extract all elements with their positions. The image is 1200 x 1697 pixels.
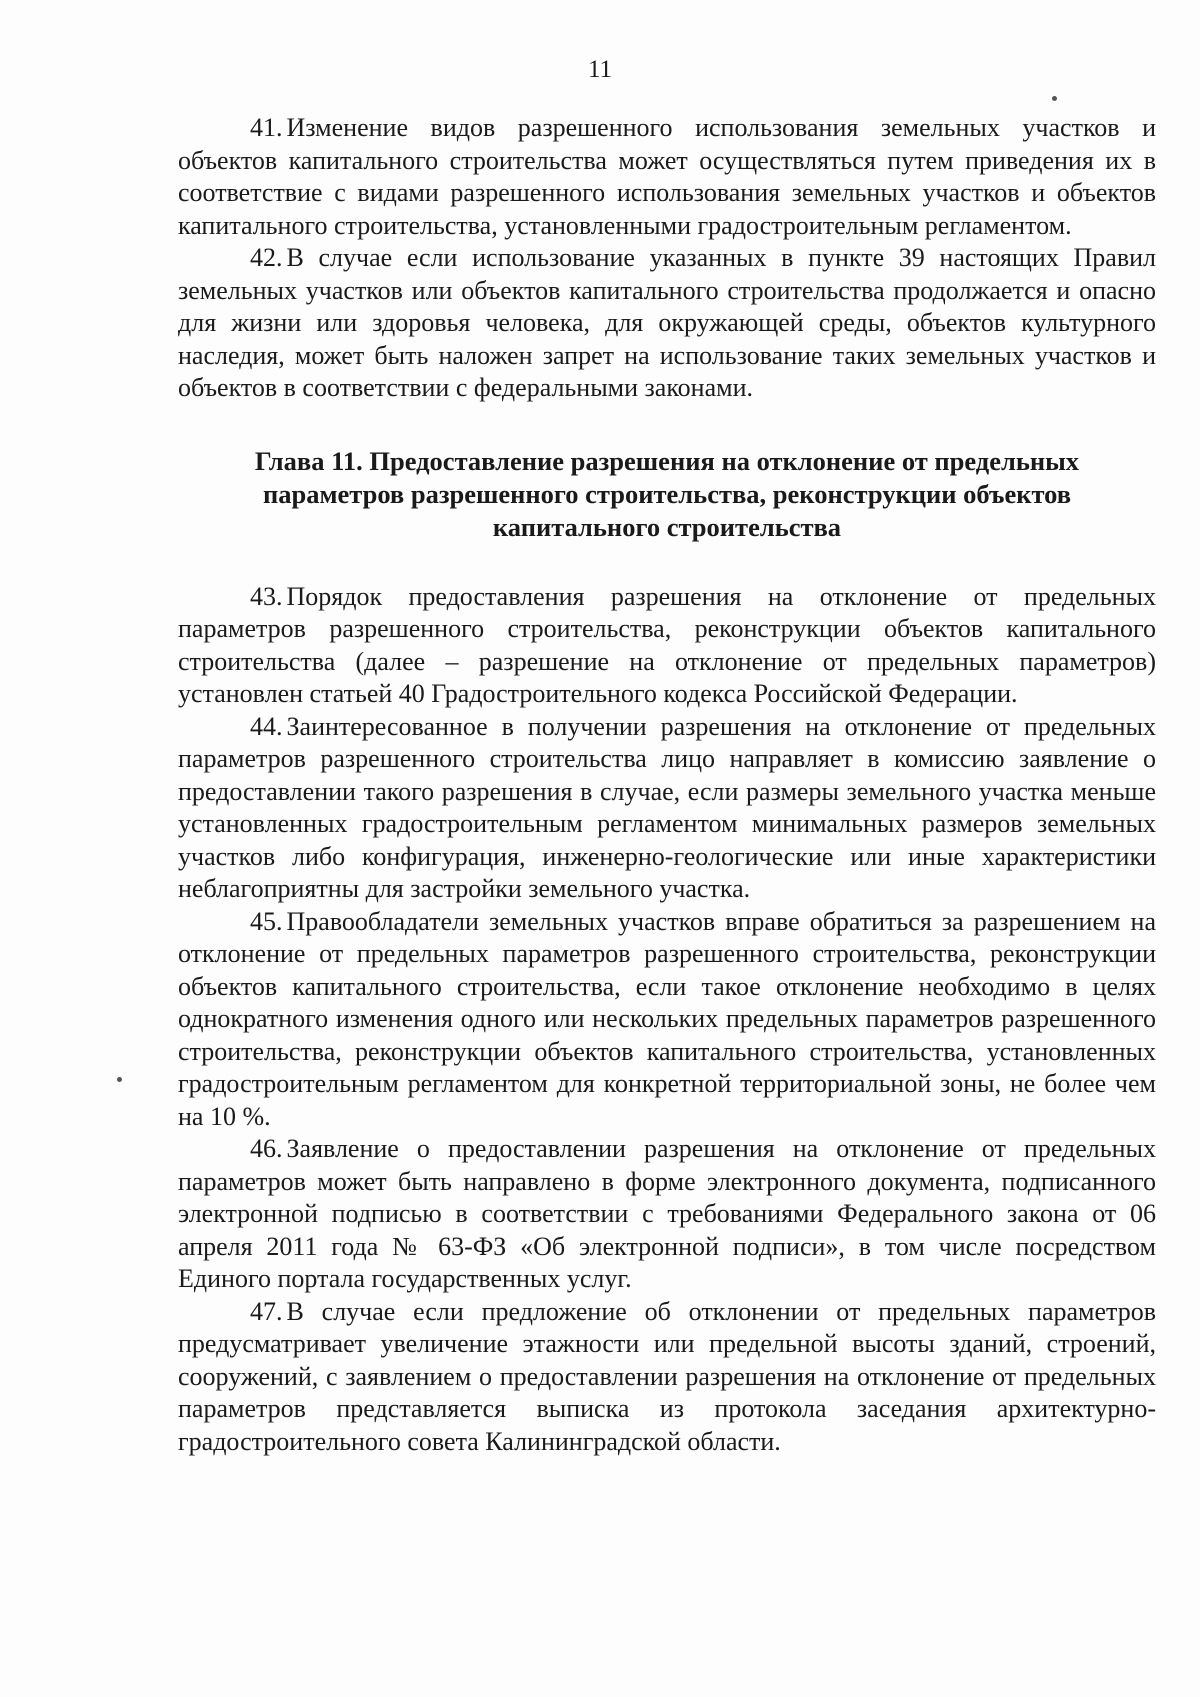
paragraph-47 — [178, 1296, 1156, 1459]
paragraph-number: 41. — [250, 113, 283, 142]
paragraph-43 — [178, 581, 1156, 711]
paragraph-text: Заинтересованное в получении разрешения на отклонение от предельных параметров разрешенного строительства лицо направляет в комиссию заявление о предоставлении такого разрешения в случае, если размеры земельного участка меньше установленных градостроительным регламентом минимальных размеров земельных участков либо конфигурация, инженерно-геологические или иные характеристики неблагоприятны для застройки земельного участка. — [178, 711, 1156, 903]
paragraph-text: Изменение видов разрешенного использования земельных участков и объектов капитального строительства может осуществляться путем приведения их в соответствие с видами разрешенного использования земельных участков и объектов капитального строительства, установленными градостроительным регламентом. — [178, 113, 1156, 240]
paragraph-number: 43. — [250, 581, 283, 611]
paragraph-text: Правообладатели земельных участков вправе обратиться за разрешением на отклонение от предельных параметров разрешенного строительства, реконструкции объектов капитального строительства, если такое отклонение необходимо в целях однократного изменения одного или нескольких предельных параметров разрешенного строительства, реконструкции объектов капитального строительства, установленных градостроительным регламентом для конкретной территориальной зоны, не более чем на 10 %. — [178, 906, 1156, 1131]
paragraph-text: Порядок предоставления разрешения на отклонение от предельных параметров разрешенного строительства, реконструкции объектов капитального строительства (далее – разрешение на отклонение от предельных параметров) установлен статьей 40 Градостроительного кодекса Российской Федерации. — [178, 581, 1156, 708]
paragraph-text: Заявление о предоставлении разрешения на отклонение от предельных параметров может быть направлено в форме электронного документа, подписанного электронной подписью в соответствии с требованиями Федерального закона от 06 апреля 2011 года № 63-ФЗ «Об электронной подписи», в том числе посредством Единого портала государственных услуг. — [178, 1134, 1156, 1293]
chapter-heading: Глава 11. Предоставление разрешения на отклонение от предельных параметров разрешенного строительства, реконструкции объектов капитального строительства — [254, 445, 1080, 542]
paragraph-number: 46. — [250, 1134, 283, 1163]
paragraph-46 — [178, 1133, 1156, 1296]
paragraph-text: В случае если предложение об отклонении от предельных параметров предусматривает увеличение этажности или предельной высоты зданий, строений, сооружений, с заявлением о предоставлении разрешения на отклонение от предельных параметров представляется выписка из протокола заседания архитектурно-градостроительного совета Калининградской области. — [178, 1296, 1156, 1456]
paragraph-number: 42. — [250, 243, 283, 272]
document-body — [178, 112, 1156, 1458]
page-number: 11 — [587, 56, 613, 83]
paragraph-number: 47. — [250, 1296, 283, 1326]
paragraph-44 — [178, 711, 1156, 906]
paragraph-42 — [178, 242, 1156, 405]
scan-speck — [1052, 96, 1057, 101]
paragraph-number: 45. — [250, 906, 283, 936]
paragraph-45 — [178, 906, 1156, 1134]
scan-speck — [117, 1077, 122, 1082]
paragraph-number: 44. — [250, 711, 283, 741]
paragraph-text: В случае если использование указанных в пункте 39 настоящих Правил земельных участков или объектов капитального строительства продолжается и опасно для жизни или здоровья человека, для окружающей среды, объектов культурного наследия, может быть наложен запрет на использование таких земельных участков и объектов в соответствии с федеральными законами. — [178, 243, 1156, 402]
paragraph-41 — [178, 112, 1156, 242]
